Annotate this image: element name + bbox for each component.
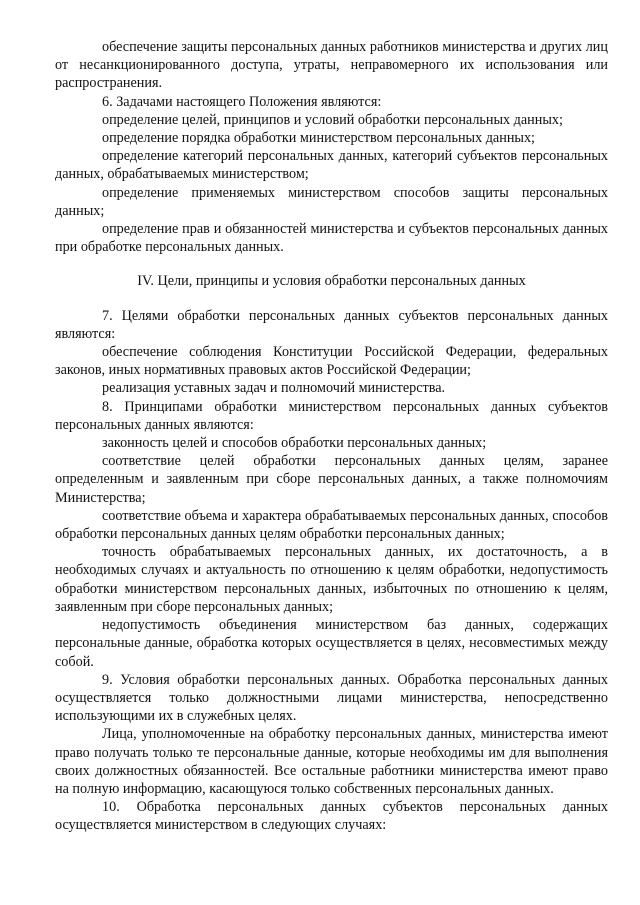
paragraph-item-9: 9. Условия обработки персональных данных. Обработка персональных данных осуществляется только должностными лицами министерства, непосредственно использующими их в служебных целях. xyxy=(55,671,608,725)
document-page xyxy=(55,38,608,835)
paragraph-constitution: обеспечение соблюдения Конституции Российской Федерации, федеральных законов, иных нормативных правовых актов Российской Федерации; xyxy=(55,344,608,379)
paragraph-volume-match: соответствие объема и характера обрабатываемых персональных данных, способов обработки персональных данных целям обработки персональных данных; xyxy=(55,507,608,543)
paragraph-protection-goal: обеспечение защиты персональных данных работников министерства и других лиц от несанкционированного доступа, утраты, неправомерного их использования или распространения. xyxy=(55,39,608,92)
paragraph-task-rights: определение прав и обязанностей министерства и субъектов персональных данных при обработке персональных данных. xyxy=(55,221,608,256)
section-heading: IV. Цели, принципы и условия обработки персональных данных xyxy=(137,273,526,290)
paragraph-task-goals: определение целей, принципов и условий обработки персональных данных; xyxy=(102,111,563,128)
paragraph-purpose-match: соответствие целей обработки персональных данных целям, заранее определенным и заявленным при сборе персональных данных, а также полномочиям Министерства; xyxy=(55,453,608,506)
paragraph-task-protection: определение применяемых министерством способов защиты персональных данных; xyxy=(55,184,608,219)
paragraph-legality: законность целей и способов обработки персональных данных; xyxy=(102,435,487,452)
paragraph-authorized-persons: Лица, уполномоченные на обработку персональных данных, министерства имеют право получать только те персональные данные, которые необходимы им для выполнения своих должностных обязанностей. Все остальные работники министерства имеют право на полную информацию, касающуюся только собственных персональных данных. xyxy=(55,726,608,797)
paragraph-no-merging: недопустимость объединения министерством баз данных, содержащих персональные данные, обработка которых осуществляется в целях, несовместимых между собой. xyxy=(55,617,608,670)
paragraph-item-8: 8. Принципами обработки министерством персональных данных субъектов персональных данных являются: xyxy=(55,398,608,433)
paragraph-task-procedure: определение порядка обработки министерством персональных данных; xyxy=(102,130,535,147)
paragraph-item-10: 10. Обработка персональных данных субъектов персональных данных осуществляется министерством в следующих случаях: xyxy=(55,799,608,834)
paragraph-accuracy: точность обрабатываемых персональных данных, их достаточность, а в необходимых случаях и актуальность по отношению к целям обработки, недопустимость обработки министерством персональных данных, избыточных по отношению к целям, заявленным при сборе персональных данных; xyxy=(55,544,608,615)
paragraph-item-7: 7. Целями обработки персональных данных субъектов персональных данных являются: xyxy=(55,307,608,342)
paragraph-item-6: 6. Задачами настоящего Положения являются: xyxy=(102,93,382,110)
paragraph-task-categories: определение категорий персональных данных, категорий субъектов персональных данных, обрабатываемых министерством; xyxy=(55,148,608,183)
paragraph-statutory-tasks: реализация уставных задач и полномочий министерства. xyxy=(102,380,446,397)
